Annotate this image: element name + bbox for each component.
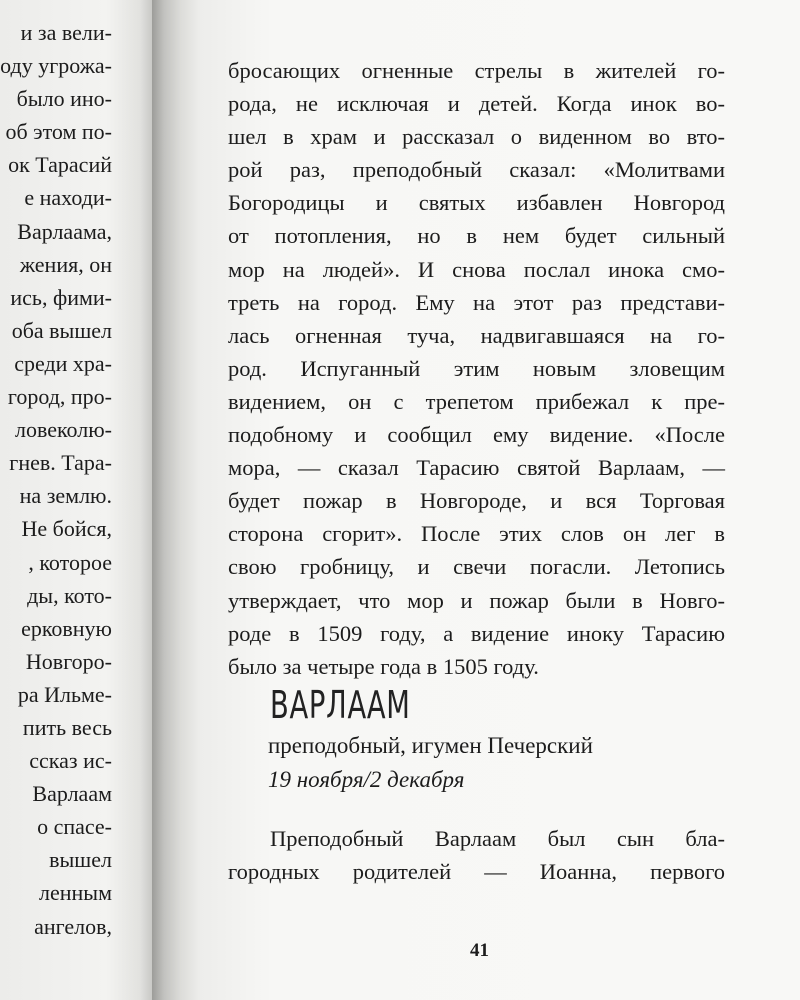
paragraph-line: свою гробницу, и свечи погасли. Летопись <box>228 554 725 580</box>
left-line: ловеколю- <box>14 417 112 443</box>
paragraph-line: шел в храм и рассказал о виденном во вто- <box>228 124 725 150</box>
left-line: ок Тарасий <box>8 152 112 178</box>
left-line: пить весь <box>22 714 112 740</box>
left-line: ленным <box>39 880 112 906</box>
left-line: Новгоро- <box>25 648 112 674</box>
paragraph-line: род. Испуганный этим новым зловещим <box>228 355 725 381</box>
paragraph-line: утверждает, что мор и пожар были в Новго- <box>228 587 725 613</box>
left-line: ссказ ис- <box>29 748 112 774</box>
right-page <box>200 0 800 1000</box>
left-page <box>0 0 152 1000</box>
left-line: ра Ильме- <box>17 681 112 707</box>
left-line: Не бойся, <box>21 516 112 542</box>
main-paragraph <box>228 54 725 683</box>
left-line: е находи- <box>24 185 112 211</box>
left-line: жения, он <box>19 251 112 277</box>
left-line: , которое <box>28 549 112 575</box>
left-line: и за вели- <box>20 20 112 45</box>
paragraph-line: будет пожар в Новгороде, и вся Торговая <box>228 488 725 514</box>
left-line: Варлаам <box>32 781 112 807</box>
left-line: гнев. Тара- <box>9 450 112 476</box>
paragraph-line: сторона сгорит». После этих слов он лег в <box>228 521 725 547</box>
left-line: ангелов, <box>34 913 112 939</box>
paragraph-line: треть на город. Ему на этот раз представи- <box>228 289 725 315</box>
paragraph-line: лась огненная туча, надвигавшаяся на го- <box>228 322 725 348</box>
paragraph-line: было за четыре года в 1505 году. <box>228 653 539 679</box>
paragraph-line: рода, не исключая и детей. Когда инок во- <box>228 91 725 117</box>
left-line: оду угрожа- <box>0 53 112 79</box>
left-page-text <box>0 16 112 943</box>
paragraph-line: видением, он с трепетом прибежал к пре- <box>228 388 725 414</box>
book-gutter <box>152 0 200 1000</box>
page-number: 41 <box>470 940 489 961</box>
left-line: было ино- <box>16 86 112 112</box>
section-subtitle: преподобный, игумен Печерский <box>268 733 593 758</box>
paragraph-line: мор на людей». И снова послал инока смо- <box>228 256 725 282</box>
paragraph-line: мора, — сказал Тарасию святой Варлаам, — <box>228 455 725 481</box>
left-line: оба вышел <box>11 317 112 343</box>
paragraph-line: бросающих огненные стрелы в жителей го- <box>228 58 725 83</box>
left-line: ись, фими- <box>10 284 112 310</box>
paragraph-line: подобному и сообщил ему видение. «После <box>228 422 725 448</box>
left-line: ды, кото- <box>27 582 112 608</box>
left-line: среди хра- <box>14 350 112 376</box>
section-heading: ВАРЛААМ <box>270 683 411 727</box>
left-line: город, про- <box>7 384 112 410</box>
section-paragraph <box>228 822 725 888</box>
paragraph-line: рой раз, преподобный сказал: «Молитвами <box>228 157 725 183</box>
left-line: об этом по- <box>5 119 112 145</box>
left-line: Варлаама, <box>17 218 112 244</box>
paragraph-line: Богородицы и святых избавлен Новгород <box>228 190 725 216</box>
paragraph-line: Преподобный Варлаам был сын бла- <box>270 826 725 851</box>
paragraph-line: городных родителей — Иоанна, первого <box>228 859 725 885</box>
left-line: ерковную <box>21 615 112 641</box>
left-line: о спасе- <box>37 814 112 840</box>
paragraph-line: роде в 1509 году, а видение иноку Тарасию <box>228 620 725 646</box>
left-line: вышел <box>49 847 112 873</box>
section-date: 19 ноября/2 декабря <box>268 767 465 792</box>
paragraph-line: от потопления, но в нем будет сильный <box>228 223 725 249</box>
left-line: на землю. <box>19 483 112 509</box>
